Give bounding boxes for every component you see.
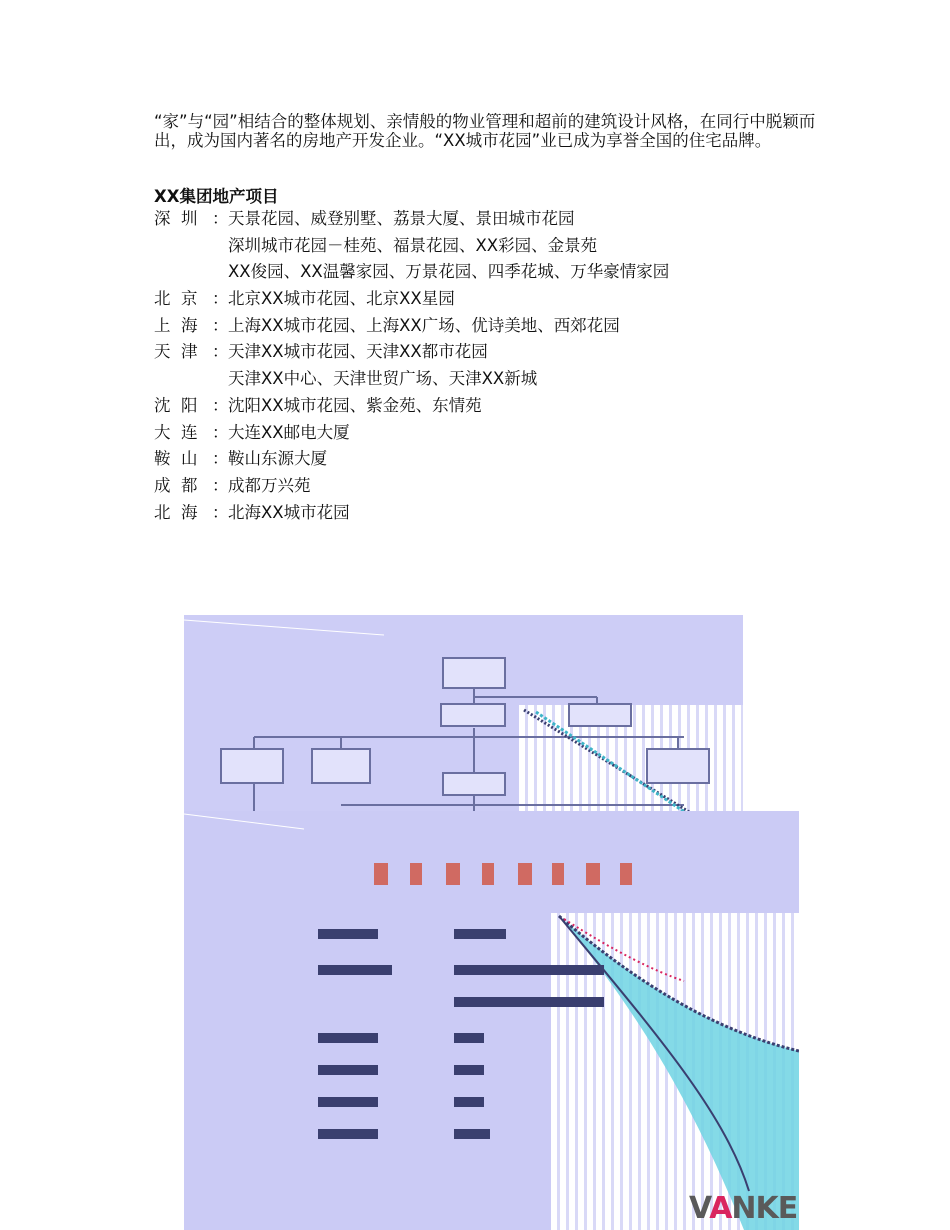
project-row xyxy=(154,449,669,476)
project-names: 成都万兴苑 xyxy=(228,475,311,495)
project-names: 天津XX城市花园、天津XX都市花园 xyxy=(228,342,488,362)
project-row xyxy=(154,369,669,396)
intro-paragraph: “家”与“园”相结合的整体规划、亲情般的物业管理和超前的建筑设计风格，在同行中脱颖而出，成为国内著名的房地产开发企业。“XX城市花园”业已成为享誉全国的住宅品牌。 xyxy=(154,112,816,150)
project-city: 沈 阳 xyxy=(154,395,198,415)
project-city: 鞍 山 xyxy=(154,449,198,469)
project-city: 大 连 xyxy=(154,422,198,442)
project-row xyxy=(154,342,669,369)
project-row xyxy=(154,423,669,450)
project-row xyxy=(154,236,669,263)
project-names: 天津XX中心、天津世贸广场、天津XX新城 xyxy=(228,369,538,389)
project-separator: ： xyxy=(212,502,229,522)
slide-swoosh-graphic xyxy=(184,811,799,1230)
project-separator: ： xyxy=(212,209,229,228)
project-row xyxy=(154,503,669,530)
project-row xyxy=(154,289,669,316)
org-box xyxy=(440,703,506,727)
project-city: 深 圳 xyxy=(154,209,198,228)
company-overview-slide-image xyxy=(184,811,799,1230)
project-names: 天景花园、威登别墅、荔景大厦、景田城市花园 xyxy=(228,209,575,228)
org-box xyxy=(220,748,284,784)
project-row xyxy=(154,396,669,423)
project-names: 深圳城市花园－桂苑、福景花园、XX彩园、金景苑 xyxy=(228,235,598,255)
project-row xyxy=(154,209,669,236)
project-separator: ： xyxy=(212,342,229,362)
project-names: 大连XX邮电大厦 xyxy=(228,422,350,442)
org-box xyxy=(442,657,506,689)
vanke-logo-image: VANKE xyxy=(689,1191,798,1226)
project-names: 沈阳XX城市花园、紫金苑、东情苑 xyxy=(228,395,482,415)
org-chart-slide-image xyxy=(184,615,743,815)
org-box xyxy=(311,748,371,784)
project-row xyxy=(154,476,669,503)
project-separator: ： xyxy=(212,315,229,335)
project-row xyxy=(154,316,669,343)
project-city: 北 海 xyxy=(154,502,198,522)
project-names: 鞍山东源大厦 xyxy=(228,449,327,469)
section-title: XX集团地产项目 xyxy=(154,187,279,206)
project-names: 上海XX城市花园、上海XX广场、优诗美地、西郊花园 xyxy=(228,315,620,335)
project-names: XX俊园、XX温馨家园、万景花园、四季花城、万华豪情家园 xyxy=(228,262,670,282)
project-separator: ： xyxy=(212,449,229,469)
project-row xyxy=(154,262,669,289)
project-names: 北海XX城市花园 xyxy=(228,502,350,522)
project-separator: ： xyxy=(212,475,229,495)
project-names: 北京XX城市花园、北京XX星园 xyxy=(228,289,455,309)
project-city: 成 都 xyxy=(154,475,198,495)
project-separator: ： xyxy=(212,422,229,442)
project-city: 天 津 xyxy=(154,342,198,362)
project-city: 北 京 xyxy=(154,289,198,309)
org-box xyxy=(646,748,710,784)
project-separator: ： xyxy=(212,395,229,415)
project-city: 上 海 xyxy=(154,315,198,335)
project-separator: ： xyxy=(212,289,229,309)
project-list xyxy=(154,209,669,529)
org-box xyxy=(442,772,506,796)
org-box xyxy=(568,703,632,727)
